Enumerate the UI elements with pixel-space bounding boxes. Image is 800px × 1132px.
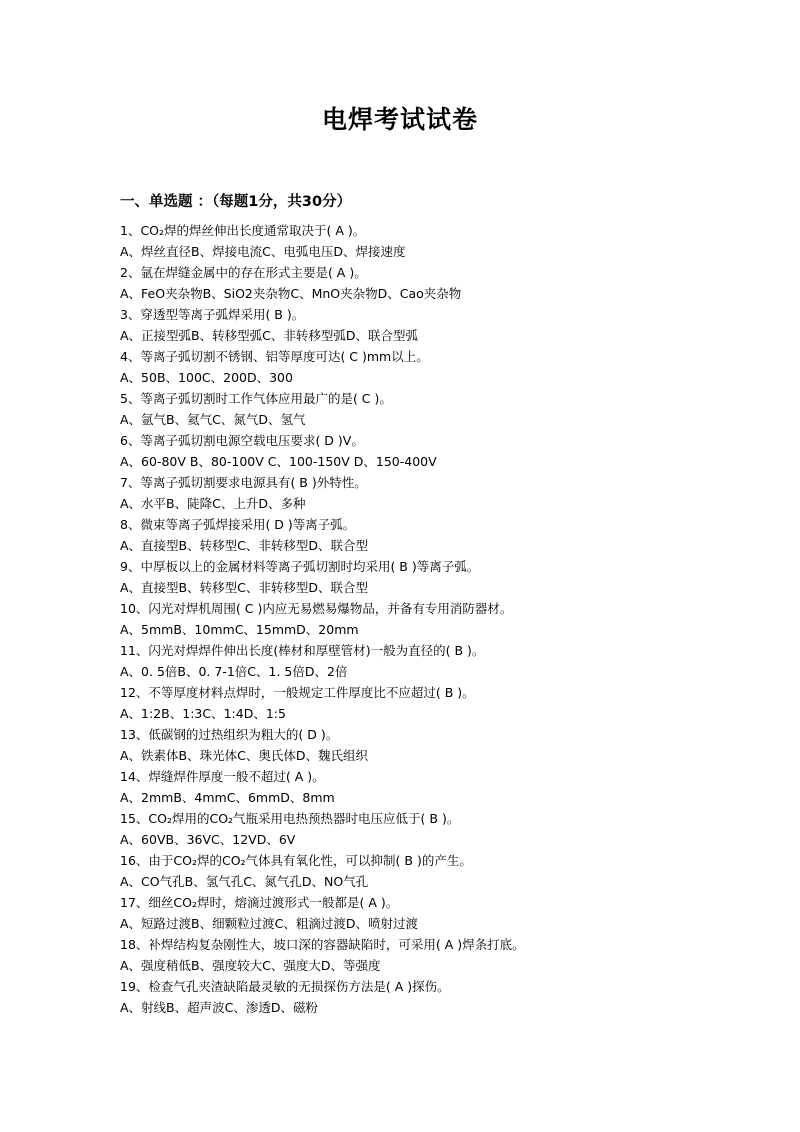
question-text: 7、等离子弧切割要求电源具有( B )外特性。 bbox=[120, 475, 367, 490]
question-text: 11、闪光对焊焊件伸出长度(棒材和厚壁管材)一般为直径的( B )。 bbox=[120, 643, 485, 658]
question-item bbox=[120, 472, 760, 514]
question-item bbox=[120, 304, 760, 346]
question-text: 2、氩在焊缝金属中的存在形式主要是( A )。 bbox=[120, 265, 367, 280]
question-options: A、直接型B、转移型C、非转移型D、联合型 bbox=[120, 538, 368, 553]
question-options: A、0. 5倍B、0. 7-1倍C、1. 5倍D、2倍 bbox=[120, 664, 348, 679]
question-options: A、CO气孔B、氢气孔C、氮气孔D、NO气孔 bbox=[120, 874, 369, 889]
question-options: A、焊丝直径B、焊接电流C、电弧电压D、焊接速度 bbox=[120, 244, 406, 259]
question-text: 18、补焊结构复杂刚性大，坡口深的容器缺陷时，可采用( A )焊条打底。 bbox=[120, 937, 525, 952]
question-item bbox=[120, 556, 760, 598]
question-options: A、短路过渡B、细颗粒过渡C、粗滴过渡D、喷射过渡 bbox=[120, 916, 418, 931]
question-item bbox=[120, 808, 760, 850]
question-options: A、水平B、陡降C、上升D、多种 bbox=[120, 496, 306, 511]
question-text: 12、不等厚度材料点焊时，一般规定工件厚度比不应超过( B )。 bbox=[120, 685, 475, 700]
question-text: 16、由于CO₂焊的CO₂气体具有氧化性，可以抑制( B )的产生。 bbox=[120, 853, 472, 868]
question-options: A、射线B、超声波C、渗透D、磁粉 bbox=[120, 1000, 318, 1015]
question-text: 13、低碳钢的过热组织为粗大的( D )。 bbox=[120, 727, 339, 742]
question-text: 6、等离子弧切割电源空载电压要求( D )V。 bbox=[120, 433, 364, 448]
question-options: A、正接型弧B、转移型弧C、非转移型弧D、联合型弧 bbox=[120, 328, 418, 343]
question-text: 10、闪光对焊机周围( C )内应无易燃易爆物品，并备有专用消防器材。 bbox=[120, 601, 513, 616]
question-item bbox=[120, 262, 760, 304]
question-options: A、2mmB、4mmC、6mmD、8mm bbox=[120, 790, 335, 805]
question-options: A、铁素体B、珠光体C、奥氏体D、魏氏组织 bbox=[120, 748, 368, 763]
question-options: A、强度稍低B、强度较大C、强度大D、等强度 bbox=[120, 958, 381, 973]
question-item bbox=[120, 514, 760, 556]
question-list bbox=[120, 220, 760, 1018]
question-options: A、60VB、36VC、12VD、6V bbox=[120, 832, 296, 847]
question-options: A、氩气B、氦气C、氮气D、氢气 bbox=[120, 412, 306, 427]
question-text: 8、微束等离子弧焊接采用( D )等离子弧。 bbox=[120, 517, 356, 532]
question-item bbox=[120, 682, 760, 724]
question-item bbox=[120, 850, 760, 892]
question-item bbox=[120, 892, 760, 934]
question-text: 19、检查气孔夹渣缺陷最灵敏的无损探伤方法是( A )探伤。 bbox=[120, 979, 450, 994]
question-item bbox=[120, 346, 760, 388]
question-item bbox=[120, 598, 760, 640]
question-item bbox=[120, 976, 760, 1018]
question-text: 15、CO₂焊用的CO₂气瓶采用电热预热器时电压应低于( B )。 bbox=[120, 811, 460, 826]
question-item bbox=[120, 766, 760, 808]
question-text: 4、等离子弧切割不锈钢、铝等厚度可达( C )mm以上。 bbox=[120, 349, 429, 364]
question-item bbox=[120, 640, 760, 682]
page-title: 电焊考试试卷 bbox=[321, 105, 478, 134]
question-text: 1、CO₂焊的焊丝伸出长度通常取决于( A )。 bbox=[120, 223, 366, 238]
question-text: 5、等离子弧切割时工作气体应用最广的是( C )。 bbox=[120, 391, 392, 406]
question-options: A、5mmB、10mmC、15mmD、20mm bbox=[120, 622, 359, 637]
question-item bbox=[120, 934, 760, 976]
question-item bbox=[120, 430, 760, 472]
question-item bbox=[120, 724, 760, 766]
question-text: 9、中厚板以上的金属材料等离子弧切割时均采用( B )等离子弧。 bbox=[120, 559, 480, 574]
question-options: A、1:2B、1:3C、1:4D、1:5 bbox=[120, 706, 286, 721]
question-item bbox=[120, 220, 760, 262]
section-heading: 一、单选题 ：（每题1分，共30分） bbox=[120, 194, 352, 210]
question-options: A、60-80V B、80-100V C、100-150V D、150-400V bbox=[120, 454, 437, 469]
question-options: A、直接型B、转移型C、非转移型D、联合型 bbox=[120, 580, 368, 595]
question-text: 17、细丝CO₂焊时，熔滴过渡形式一般都是( A )。 bbox=[120, 895, 399, 910]
question-options: A、50B、100C、200D、300 bbox=[120, 370, 293, 385]
question-text: 3、穿透型等离子弧焊采用( B )。 bbox=[120, 307, 305, 322]
question-item bbox=[120, 388, 760, 430]
question-options: A、FeO夹杂物B、SiO2夹杂物C、MnO夹杂物D、Cao夹杂物 bbox=[120, 286, 462, 301]
question-text: 14、焊缝焊件厚度一般不超过( A )。 bbox=[120, 769, 325, 784]
